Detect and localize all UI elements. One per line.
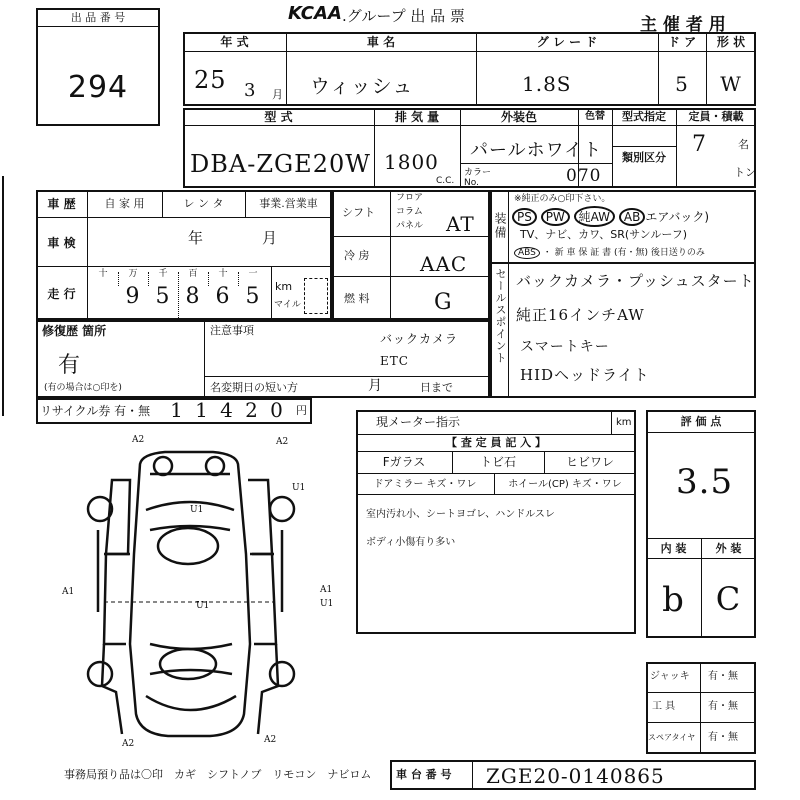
divider xyxy=(472,760,473,790)
equip-pw: PW xyxy=(541,208,570,226)
exterior-color-label: 外装色 xyxy=(500,110,537,124)
interior-value: b xyxy=(662,580,685,620)
inspection-month: 月 xyxy=(262,229,278,247)
mark-left: A1 xyxy=(62,587,75,597)
divider xyxy=(183,125,756,126)
recycle-digit: 4 xyxy=(220,398,234,422)
odometer-digit: 8 xyxy=(185,284,201,309)
model-value: DBA-ZGE20W xyxy=(190,150,371,178)
tools-options: 有・無 xyxy=(708,701,738,712)
mark-right-a: A1 xyxy=(320,585,333,595)
capacity-unit: 名 xyxy=(738,138,749,151)
mark-bottom-right: A2 xyxy=(264,735,277,745)
km-label: km xyxy=(275,280,293,293)
sales-point-1: バックカメラ・プッシュスタート xyxy=(516,272,755,290)
month-suffix: 月 xyxy=(272,88,283,101)
tools-label: 工 具 xyxy=(652,701,676,712)
year-label: 年 式 xyxy=(220,35,249,49)
divider xyxy=(460,163,612,164)
sales-point-2: 純正16インチAW xyxy=(516,306,645,324)
recycle-label: リサイクル券 有・無 xyxy=(40,404,151,418)
shift-panel: パネル xyxy=(396,221,424,231)
inspection-label: 車 検 xyxy=(47,236,76,250)
meter-unit: km xyxy=(616,417,632,428)
divider xyxy=(271,266,272,320)
divider xyxy=(332,236,490,237)
mile-checkbox xyxy=(304,278,328,314)
score-label: 評 価 点 xyxy=(680,415,722,428)
equip-ab: AB xyxy=(619,208,645,226)
divider xyxy=(148,272,149,286)
inspection-year: 年 xyxy=(188,229,204,247)
office-note: 事務局預り品は〇印 カギ シフトノブ リモコン ナビロム xyxy=(64,768,372,781)
name-change-label: 名変期日の短い方 xyxy=(210,381,298,394)
capacity-label: 定員・積載 xyxy=(688,110,744,123)
car-name-label: 車 名 xyxy=(366,35,396,49)
grade-value: 1.8S xyxy=(522,72,572,96)
divider xyxy=(611,410,612,434)
jack-label: ジャッキ xyxy=(650,671,690,682)
mark-side-right: U1 xyxy=(292,483,306,493)
lot-number-value: 294 xyxy=(67,70,129,105)
name-change-day: 日まで xyxy=(420,381,453,394)
divider xyxy=(118,272,119,286)
interior-label: 内 装 xyxy=(660,542,687,555)
organizer-label: 主 催 者 用 xyxy=(640,15,726,35)
divider xyxy=(700,662,701,754)
recycle-digit: 2 xyxy=(245,398,259,422)
ac-value: AAC xyxy=(420,252,468,276)
ac-label: 冷 房 xyxy=(344,249,370,262)
equipment-row2: TV、ナビ、カワ、SR(サンルーフ) xyxy=(520,228,688,241)
color-code-value: 070 xyxy=(566,166,602,186)
odometer-digit-header: 一 xyxy=(248,269,258,279)
odometer-digit: 9 xyxy=(125,284,141,309)
fuel-label: 燃 料 xyxy=(344,292,370,305)
lot-number-label: 出 品 番 号 xyxy=(70,11,126,24)
divider xyxy=(204,376,490,377)
recycle-yen: 円 xyxy=(296,404,307,417)
wheel-item: ホイール(CP) キズ・ワレ xyxy=(508,479,622,490)
inspector-section-label: 【 査 定 員 記 入 】 xyxy=(446,436,546,449)
divider xyxy=(646,722,756,723)
history-rental: レ ン タ xyxy=(183,197,224,210)
divider xyxy=(204,320,205,398)
equipment-note: ※純正のみ○印下さい。 xyxy=(514,194,611,204)
door-label: ド ア xyxy=(667,35,697,49)
divider xyxy=(612,146,676,147)
mirror-item: ドアミラー キズ・ワレ xyxy=(373,479,477,490)
glass-item-3: ヒビワレ xyxy=(565,455,614,469)
remark-2: ボディ小傷有り多い xyxy=(366,537,456,548)
year-value: 25 xyxy=(194,66,227,94)
shift-value: AT xyxy=(446,212,475,236)
divider xyxy=(646,432,756,433)
divider xyxy=(36,266,332,267)
divider xyxy=(183,51,756,52)
capacity-value: 7 xyxy=(692,132,707,157)
odometer-digit-header: 十 xyxy=(218,269,228,279)
divider xyxy=(36,26,160,27)
glass-item-2: トビ石 xyxy=(479,455,516,469)
spare-options: 有・無 xyxy=(708,732,738,743)
doors-value: 5 xyxy=(675,72,689,96)
divider xyxy=(178,272,179,320)
shape-label: 形 状 xyxy=(716,35,746,49)
recycle-digit: 0 xyxy=(270,398,284,422)
spare-label: スペアタイヤ xyxy=(648,733,696,742)
sales-point-3: スマートキー xyxy=(520,339,610,355)
chassis-label: 車 台 番 号 xyxy=(396,768,452,781)
sheet-title: .グループ 出 品 票 xyxy=(342,7,465,25)
exterior-value: C xyxy=(715,580,742,618)
recycle-digit: 1 xyxy=(195,398,209,422)
odometer-digit: 5 xyxy=(245,284,261,309)
equipment-row1 xyxy=(512,206,709,227)
warranty-label: ・ 新 車 保 証 書 xyxy=(542,248,612,258)
shift-label: シフト xyxy=(342,206,375,219)
repair-value: 有 xyxy=(58,353,82,378)
meter-label: 現メーター指示 xyxy=(376,415,461,429)
color-code-label: カラー No. xyxy=(464,168,492,188)
equipment-label: 装備 xyxy=(493,212,507,240)
history-label: 車 歴 xyxy=(47,197,76,211)
note-1: バックカメラ xyxy=(380,332,459,346)
chassis-number: ZGE20-0140865 xyxy=(486,764,665,788)
equip-aw: 純AW xyxy=(574,206,615,227)
glass-item-1: Fガラス xyxy=(382,455,426,469)
shift-floor: フロア xyxy=(396,193,424,203)
odometer-digit-header: 十 xyxy=(98,269,108,279)
sales-points-label: セールスポイント xyxy=(494,268,507,364)
equip-ps: PS xyxy=(512,208,537,226)
divider xyxy=(356,451,636,452)
brand-logo: KCAA xyxy=(288,3,342,24)
history-business: 事業.営業車 xyxy=(259,197,318,210)
repair-note: (有の場合は○印を) xyxy=(44,383,122,393)
odometer-digit: 6 xyxy=(215,284,231,309)
divider xyxy=(208,272,209,286)
displacement-label: 排 気 量 xyxy=(394,110,440,124)
mark-bottom-left: A2 xyxy=(122,739,135,749)
color-change-label: 色替 xyxy=(585,111,605,122)
divider xyxy=(646,692,756,693)
type-designation-label: 型式指定 xyxy=(622,110,666,123)
notes-label: 注意事項 xyxy=(210,324,254,337)
name-change-month: 月 xyxy=(368,378,382,394)
cc-unit: C.C. xyxy=(436,176,455,186)
grade-label: グ レ ー ド xyxy=(536,35,598,49)
divider xyxy=(356,494,636,495)
mark-top-right: A2 xyxy=(276,437,289,447)
odometer-digit-header: 千 xyxy=(158,269,168,279)
margin-line xyxy=(2,176,4,416)
model-label: 型 式 xyxy=(264,110,293,124)
repair-label: 修復歴 箇所 xyxy=(42,324,107,338)
equip-abs: ABS xyxy=(514,247,540,259)
odometer-digit-header: 万 xyxy=(128,269,138,279)
load-unit: トン xyxy=(734,166,756,179)
displacement-value: 1800 xyxy=(384,150,439,174)
divider xyxy=(238,272,239,286)
equip-airbag-tail: エアバック) xyxy=(645,210,710,224)
odometer-digit-header: 百 xyxy=(188,269,198,279)
mileage-label: 走 行 xyxy=(47,287,76,301)
mark-roof: U1 xyxy=(190,505,204,515)
remark-1: 室内汚れ小、シートヨゴレ、ハンドルスレ xyxy=(366,509,555,520)
fuel-value: G xyxy=(434,290,453,315)
history-private: 自 家 用 xyxy=(104,197,145,210)
note-2: ETC xyxy=(380,354,409,368)
exterior-label: 外 装 xyxy=(715,542,742,555)
car-name-value: ウィッシュ xyxy=(310,74,414,98)
divider xyxy=(356,434,636,435)
equipment-row3 xyxy=(514,245,705,259)
divider xyxy=(356,473,636,474)
car-damage-diagram xyxy=(0,434,340,764)
recycle-digit: 1 xyxy=(170,398,184,422)
jack-options: 有・無 xyxy=(708,671,738,682)
mark-center: U1 xyxy=(196,601,210,611)
mark-top-left: A2 xyxy=(132,435,145,445)
exterior-color-value: パールホワイト xyxy=(470,140,603,161)
odometer-digit: 5 xyxy=(155,284,171,309)
shift-column: コラム xyxy=(396,207,423,217)
mark-right-u: U1 xyxy=(320,599,334,609)
shape-value: W xyxy=(720,72,742,96)
month-value: 3 xyxy=(244,80,257,101)
mile-label: マイル xyxy=(274,300,301,310)
sales-point-4: HIDヘッドライト xyxy=(520,366,650,384)
category-label: 類別区分 xyxy=(622,151,666,164)
score-value: 3.5 xyxy=(676,462,734,502)
warranty-tail: (有・無) 後日送りのみ xyxy=(613,248,705,258)
divider xyxy=(332,276,490,277)
divider xyxy=(36,217,332,218)
divider xyxy=(390,190,391,320)
